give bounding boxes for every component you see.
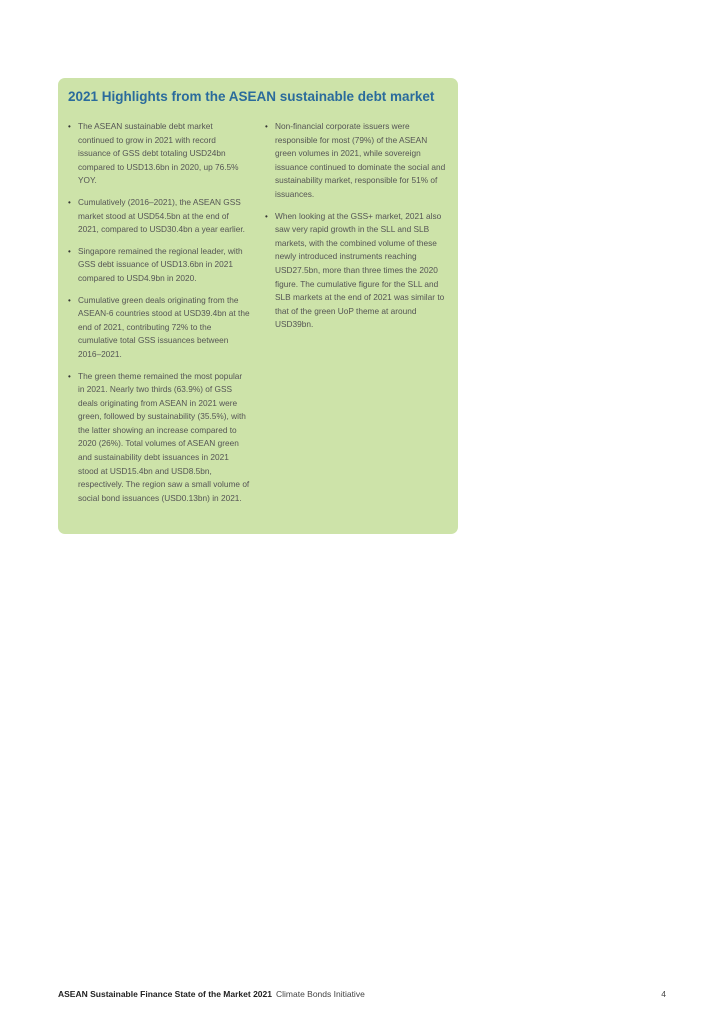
bullet-icon: • [68,295,71,305]
right-column [265,120,450,340]
list-item [265,210,450,332]
list-item-text: Non-financial corporate issuers were responsible for most (79%) of the ASEAN green volumes in 2021, while sovereign issuance continued to dominate the social and sustainability market, responsible for 51% of issuances. [275,121,446,199]
list-item [68,370,250,506]
bullet-icon: • [265,211,268,221]
highlights-title: 2021 Highlights from the ASEAN sustainable debt market [68,89,435,104]
list-item-text: The green theme remained the most popular in 2021. Nearly two thirds (63.9%) of GSS deals originating from ASEAN in 2021 were green, followed by sustainability (35.5%), with the latter showing an increase compared to 2020 (26%). Total volumes of ASEAN green and sustainability debt issuances in 2021 stood at USD15.4bn and USD8.5bn, respectively. The region saw a small volume of social bond issuances (USD0.13bn) in 2021. [78,370,250,503]
list-item-text: When looking at the GSS+ market, 2021 also saw very rapid growth in the SLL and SLB markets, with the combined volume of these newly introduced instruments reaching USD27.5bn, more than three times the 2020 figure. The cumulative figure for the SLL and SLB markets at the end of 2021 was similar to that of the green UoP theme at around USD39bn. [275,210,445,330]
left-column [68,120,250,513]
bullet-icon: • [265,122,268,131]
highlights-box [58,78,458,534]
bullet-icon: • [68,371,71,381]
footer-report-title: ASEAN Sustainable Finance State of the Market 2021 [58,989,272,999]
bullet-icon: • [68,122,71,131]
page-footer [58,989,365,999]
list-item [68,196,250,237]
page-number: 4 [661,989,666,999]
list-item-text: The ASEAN sustainable debt market continued to grow in 2021 with record issuance of GSS debt totaling USD24bn compared to USD13.6bn in 2020, up 76.5% YOY. [78,121,239,186]
footer-organization: Climate Bonds Initiative [275,989,365,999]
bullet-icon: • [68,197,71,207]
list-item-text: Singapore remained the regional leader, with GSS debt issuance of USD13.6bn in 2021 compared to USD4.9bn in 2020. [78,245,243,283]
list-item [68,294,250,362]
bullet-icon: • [68,246,71,256]
list-item [265,120,450,202]
list-item [68,245,250,286]
list-item-text: Cumulative green deals originating from the ASEAN-6 countries stood at USD39.4bn at the end of 2021, contributing 72% to the cumulative total GSS issuances between 2016–2021. [78,294,250,359]
left-bullet-list [68,120,250,505]
list-item [68,120,250,188]
right-bullet-list [265,120,450,332]
list-item-text: Cumulatively (2016–2021), the ASEAN GSS market stood at USD54.5bn at the end of 2021, compared to USD30.4bn a year earlier. [78,196,245,235]
